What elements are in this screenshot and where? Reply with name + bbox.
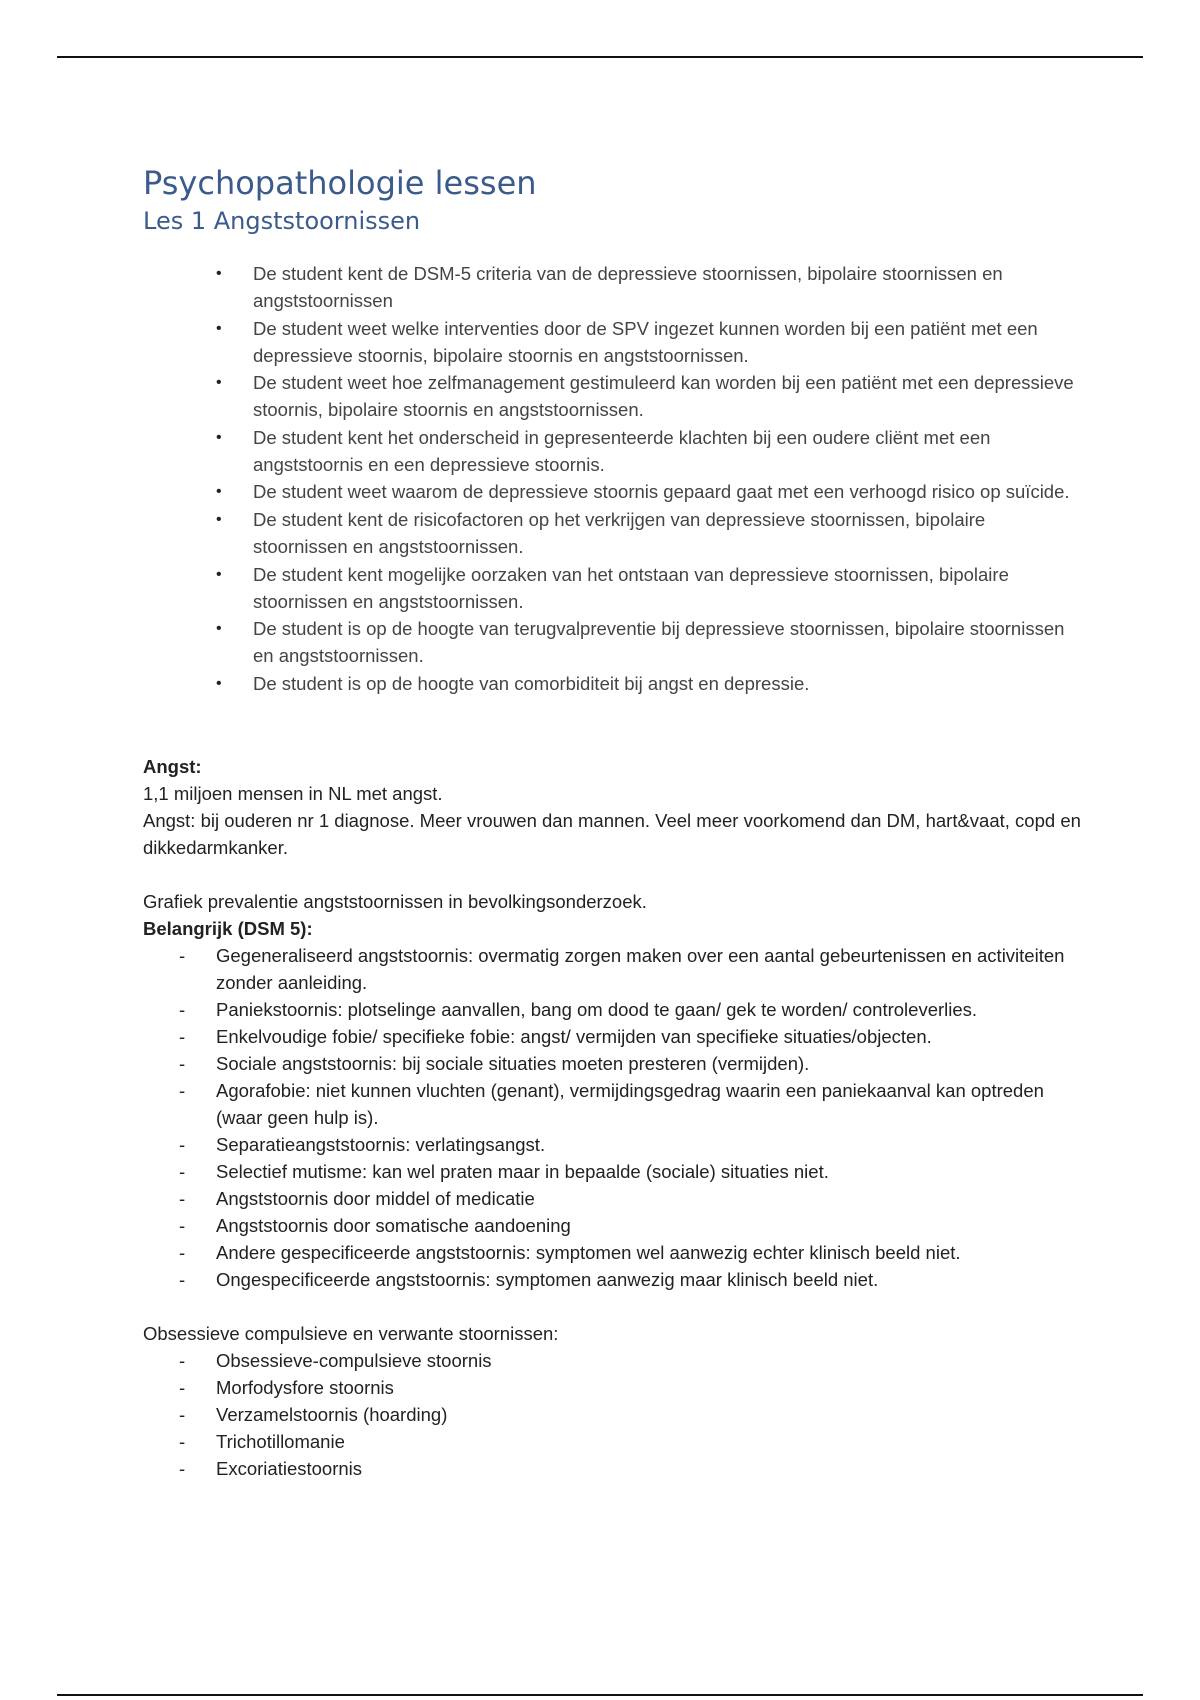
dash-icon: - — [179, 1052, 186, 1074]
objective-item: • De student is op de hoogte van comorbiditeit bij angst en depressie. — [143, 670, 1083, 697]
bullet-icon: • — [216, 483, 222, 501]
list-item: - Gegeneraliseerd angststoornis: overmatig zorgen maken over een aantal gebeurtenissen en activiteiten zonder aanleiding. — [143, 942, 1083, 996]
objective-item: • De student weet waarom de depressieve stoornis gepaard gaat met een verhoogd risico op suïcide. — [143, 478, 1083, 505]
list-item: - Angststoornis door somatische aandoening — [143, 1212, 1083, 1239]
list-item: - Trichotillomanie — [143, 1428, 1083, 1455]
list-item: - Ongespecificeerde angststoornis: symptomen aanwezig maar klinisch beeld niet. — [143, 1266, 1083, 1293]
list-item: - Andere gespecificeerde angststoornis: symptomen wel aanwezig echter klinisch beeld niet. — [143, 1239, 1083, 1266]
dash-icon: - — [179, 1241, 186, 1263]
page-content — [143, 162, 1083, 1482]
bullet-icon: • — [216, 319, 222, 337]
list-item: - Angststoornis door middel of medicatie — [143, 1185, 1083, 1212]
angst-heading: Angst: — [143, 755, 202, 777]
list-item: - Verzamelstoornis (hoarding) — [143, 1401, 1083, 1428]
bullet-icon: • — [216, 620, 222, 638]
list-item: - Paniekstoornis: plotselinge aanvallen, bang om dood te gaan/ gek te worden/ controleverlies. — [143, 996, 1083, 1023]
learning-objectives-list — [143, 260, 1083, 697]
dash-icon: - — [179, 1079, 186, 1101]
list-item: - Agorafobie: niet kunnen vluchten (genant), vermijdingsgedrag waarin een paniekaanval kan optreden (waar geen hulp is). — [143, 1077, 1083, 1131]
objective-item: • De student kent de risicofactoren op het verkrijgen van depressieve stoornissen, bipolaire stoornissen en angststoornissen. — [143, 506, 1083, 560]
important-heading: Belangrijk (DSM 5): — [143, 917, 313, 939]
bullet-icon: • — [216, 428, 222, 446]
list-item: - Obsessieve-compulsieve stoornis — [143, 1347, 1083, 1374]
list-item: - Morfodysfore stoornis — [143, 1374, 1083, 1401]
dash-icon: - — [179, 1160, 186, 1182]
dash-icon: - — [179, 1457, 186, 1479]
bullet-icon: • — [216, 674, 222, 692]
list-item: - Separatieangststoornis: verlatingsangst. — [143, 1131, 1083, 1158]
objective-item: • De student weet welke interventies door de SPV ingezet kunnen worden bij een patiënt met een depressieve stoornis, bipolaire stoornis en angststoornissen. — [143, 315, 1083, 369]
bullet-icon: • — [216, 510, 222, 528]
dash-icon: - — [179, 944, 186, 966]
list-item: - Selectief mutisme: kan wel praten maar in bepaalde (sociale) situaties niet. — [143, 1158, 1083, 1185]
dash-icon: - — [179, 1430, 186, 1452]
graph-reference: Grafiek prevalentie angststoornissen in bevolkingsonderzoek. — [143, 890, 647, 912]
dash-icon: - — [179, 1187, 186, 1209]
objective-item: • De student is op de hoogte van terugvalpreventie bij depressieve stoornissen, bipolaire stoornissen en angststoornissen. — [143, 615, 1083, 669]
objective-item: • De student kent mogelijke oorzaken van het ontstaan van depressieve stoornissen, bipolaire stoornissen en angststoornissen. — [143, 561, 1083, 615]
list-item: - Enkelvoudige fobie/ specifieke fobie: angst/ vermijden van specifieke situaties/objecten. — [143, 1023, 1083, 1050]
list-item: - Sociale angststoornis: bij sociale situaties moeten presteren (vermijden). — [143, 1050, 1083, 1077]
angst-statistic: 1,1 miljoen mensen in NL met angst. — [143, 782, 443, 804]
dash-icon: - — [179, 998, 186, 1020]
objective-item: • De student kent de DSM-5 criteria van de depressieve stoornissen, bipolaire stoornissen en angststoornissen — [143, 260, 1083, 314]
dash-icon: - — [179, 1025, 186, 1047]
bullet-icon: • — [216, 565, 222, 583]
dsm-anxiety-list — [143, 942, 1083, 1293]
dash-icon: - — [179, 1376, 186, 1398]
document-title: Psychopathologie lessen — [143, 164, 537, 202]
header-rule — [57, 56, 1143, 58]
dash-icon: - — [179, 1214, 186, 1236]
bullet-icon: • — [216, 265, 222, 282]
list-item: - Excoriatiestoornis — [143, 1455, 1083, 1482]
dash-icon: - — [179, 1133, 186, 1155]
ocd-heading: Obsessieve compulsieve en verwante stoornissen: — [143, 1322, 559, 1344]
objective-item: • De student weet hoe zelfmanagement gestimuleerd kan worden bij een patiënt met een depressieve stoornis, bipolaire stoornis en angststoornissen. — [143, 369, 1083, 423]
dash-icon: - — [179, 1349, 186, 1371]
lesson-subtitle: Les 1 Angststoornissen — [143, 207, 421, 235]
bullet-icon: • — [216, 374, 222, 392]
dash-icon: - — [179, 1403, 186, 1425]
dash-icon: - — [179, 1268, 186, 1290]
objective-item: • De student kent het onderscheid in gepresenteerde klachten bij een oudere cliënt met een angststoornis en een depressieve stoornis. — [143, 424, 1083, 478]
footer-rule — [57, 1694, 1143, 1696]
ocd-list — [143, 1347, 1083, 1482]
angst-description: Angst: bij ouderen nr 1 diagnose. Meer vrouwen dan mannen. Veel meer voorkomend dan DM, hart&vaat, copd en dikkedarmkanker. — [143, 809, 1081, 858]
angst-section — [143, 753, 1083, 1482]
